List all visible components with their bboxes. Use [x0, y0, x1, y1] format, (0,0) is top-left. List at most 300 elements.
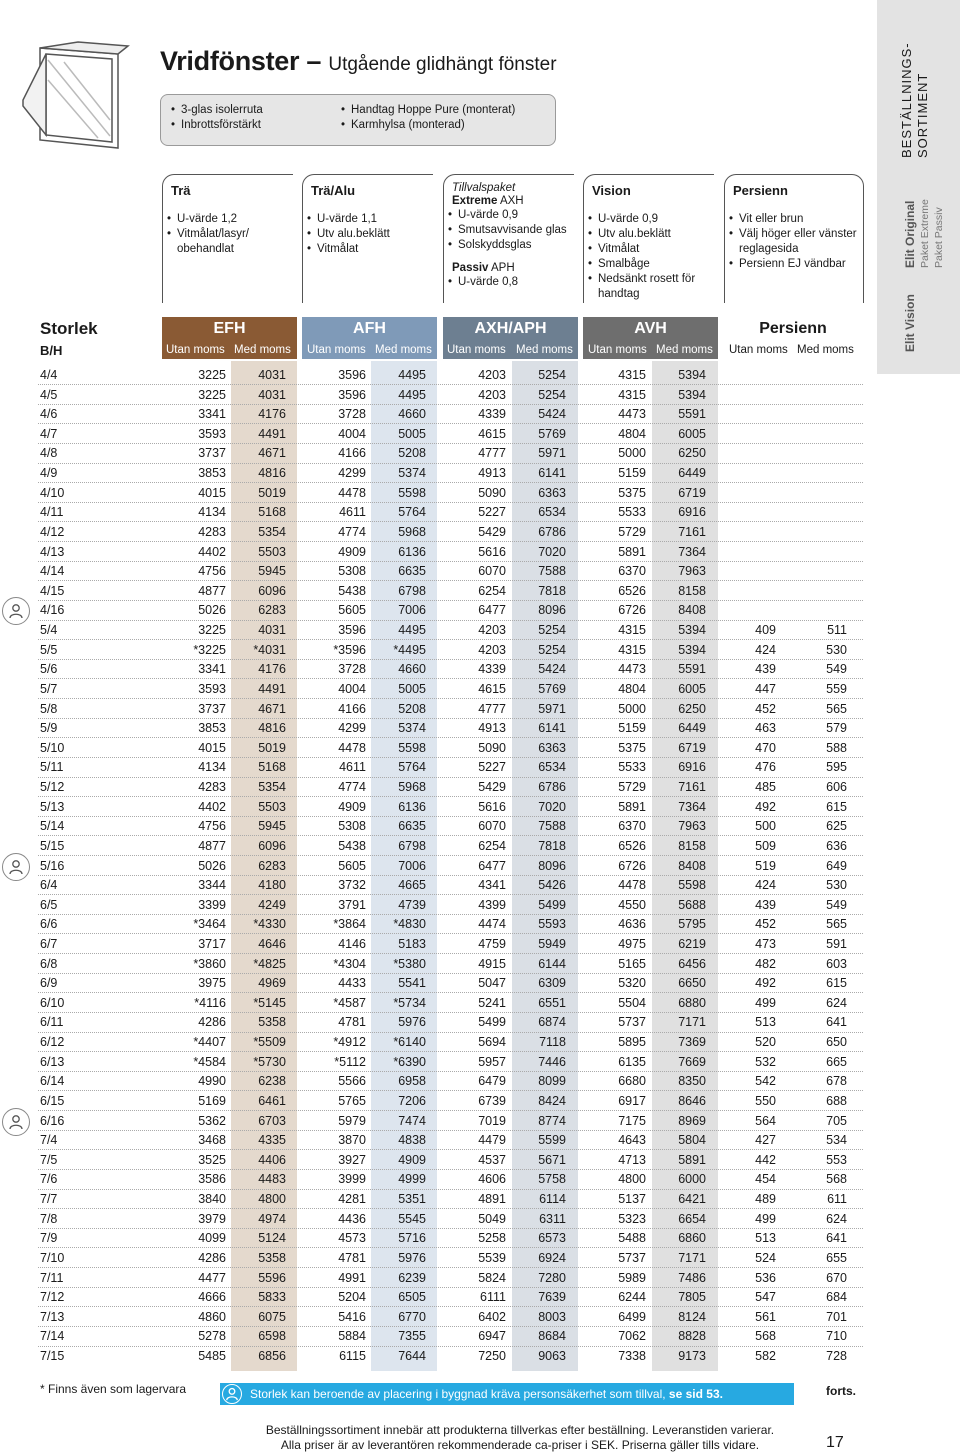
- size-cell: 6/14: [40, 1074, 65, 1089]
- price-cell: 5891: [618, 799, 646, 814]
- price-cell: 4299: [338, 721, 366, 736]
- price-cell: 4203: [478, 387, 506, 402]
- price-cell: 5764: [398, 505, 426, 520]
- table-row: [0, 1209, 880, 1229]
- sub-med: Med moms: [234, 344, 291, 356]
- price-cell: 5278: [198, 1329, 226, 1344]
- row-divider: [38, 384, 863, 385]
- price-cell: 4739: [398, 897, 426, 912]
- table-row: [0, 463, 880, 483]
- price-cell: *5734: [393, 995, 426, 1010]
- row-divider: [38, 659, 863, 660]
- size-cell: 7/14: [40, 1329, 65, 1344]
- price-cell: 6526: [618, 583, 646, 598]
- price-cell: 4402: [198, 799, 226, 814]
- price-cell: 5533: [618, 760, 646, 775]
- price-cell: 6096: [258, 838, 286, 853]
- price-cell: 476: [755, 760, 776, 775]
- price-cell: 5320: [618, 976, 646, 991]
- price-cell: 5716: [398, 1231, 426, 1246]
- price-cell: *6140: [393, 1035, 426, 1050]
- price-cell: 3593: [198, 426, 226, 441]
- row-divider: [38, 1169, 863, 1170]
- price-cell: 6141: [538, 721, 566, 736]
- price-cell: 4666: [198, 1290, 226, 1305]
- size-cell: 4/8: [40, 446, 58, 461]
- price-cell: 4283: [198, 524, 226, 539]
- table-row: [0, 895, 880, 915]
- table-row: [0, 1169, 880, 1189]
- price-cell: 4483: [258, 1172, 286, 1187]
- price-cell: 5159: [618, 466, 646, 481]
- price-cell: 4777: [478, 701, 506, 716]
- price-cell: 5503: [258, 544, 286, 559]
- features-box: [160, 94, 556, 146]
- price-cell: 3975: [198, 976, 226, 991]
- price-cell: 4999: [398, 1172, 426, 1187]
- desc-line: • Välj höger eller vänster: [729, 227, 863, 242]
- sub-utan: Utan moms: [729, 344, 788, 356]
- price-cell: 6924: [538, 1250, 566, 1265]
- price-cell: 4478: [338, 740, 366, 755]
- price-cell: 4671: [258, 701, 286, 716]
- price-cell: 5204: [338, 1290, 366, 1305]
- desc-line: • Solskyddsglas: [448, 238, 574, 253]
- price-cell: 7818: [538, 838, 566, 853]
- price-cell: 4099: [198, 1231, 226, 1246]
- price-cell: 5183: [398, 936, 426, 951]
- price-cell: 4479: [478, 1133, 506, 1148]
- size-cell: 7/15: [40, 1349, 65, 1363]
- size-cell: 7/7: [40, 1192, 58, 1207]
- price-cell: 530: [826, 642, 847, 657]
- price-cell: 9063: [538, 1349, 566, 1363]
- desc-line: obehandlat: [177, 243, 234, 255]
- table-row: [0, 659, 880, 679]
- price-cell: 8350: [678, 1074, 706, 1089]
- price-cell: 5503: [258, 799, 286, 814]
- price-cell: 485: [755, 780, 776, 795]
- price-cell: 5258: [478, 1231, 506, 1246]
- price-cell: 454: [755, 1172, 776, 1187]
- size-cell: 5/9: [40, 721, 58, 736]
- price-cell: 7355: [398, 1329, 426, 1344]
- price-cell: 615: [826, 799, 847, 814]
- price-cell: *3860: [193, 956, 226, 971]
- price-cell: 513: [755, 1015, 776, 1030]
- price-cell: 4756: [198, 819, 226, 834]
- table-row: [0, 816, 880, 836]
- table-row: [0, 1287, 880, 1307]
- desc-line: • U-värde 0,9: [588, 212, 714, 227]
- price-cell: 7118: [539, 1035, 566, 1050]
- price-cell: 5593: [538, 917, 566, 932]
- price-cell: 547: [755, 1290, 776, 1305]
- price-cell: 4015: [198, 485, 226, 500]
- column-desc-vision: [583, 174, 714, 303]
- price-cell: 7639: [538, 1290, 566, 1305]
- price-cell: *4587: [333, 995, 366, 1010]
- size-cell: 5/4: [40, 623, 58, 638]
- price-cell: 4031: [258, 387, 286, 402]
- price-cell: 6958: [398, 1074, 426, 1089]
- desc-line: • Vitmålat: [588, 242, 714, 257]
- price-cell: 3732: [338, 878, 366, 893]
- price-cell: 5254: [538, 623, 566, 638]
- table-row: [0, 757, 880, 777]
- price-cell: 492: [755, 799, 776, 814]
- column-desc-persienn: [724, 174, 864, 303]
- size-cell: 4/5: [40, 387, 58, 402]
- price-cell: 6461: [258, 1093, 286, 1108]
- size-cell: 7/9: [40, 1231, 58, 1246]
- price-cell: 6916: [678, 505, 706, 520]
- price-cell: 6363: [538, 485, 566, 500]
- price-cell: 6786: [538, 524, 566, 539]
- price-cell: 7006: [398, 603, 426, 618]
- price-cell: 6680: [618, 1074, 646, 1089]
- feature-item: • Handtag Hoppe Pure (monterat): [341, 103, 515, 118]
- row-divider: [38, 561, 863, 562]
- price-cell: 532: [755, 1054, 776, 1069]
- price-cell: 4203: [478, 368, 506, 382]
- row-divider: [38, 1346, 863, 1347]
- price-cell: 6798: [398, 838, 426, 853]
- price-cell: 3999: [338, 1172, 366, 1187]
- price-cell: 3596: [338, 623, 366, 638]
- price-cell: 5019: [258, 740, 286, 755]
- price-cell: 5026: [198, 603, 226, 618]
- price-cell: 561: [755, 1309, 776, 1324]
- row-divider: [38, 541, 863, 542]
- price-cell: 452: [755, 917, 776, 932]
- price-cell: 5989: [618, 1270, 646, 1285]
- price-cell: 5616: [478, 799, 506, 814]
- price-cell: 684: [826, 1290, 847, 1305]
- price-cell: 452: [755, 701, 776, 716]
- price-cell: *3864: [333, 917, 366, 932]
- price-cell: 5566: [338, 1074, 366, 1089]
- row-divider: [38, 1287, 863, 1288]
- size-cell: 6/8: [40, 956, 58, 971]
- price-cell: 5884: [338, 1329, 366, 1344]
- price-cell: 5308: [338, 819, 366, 834]
- row-divider: [38, 757, 863, 758]
- table-row: [0, 875, 880, 895]
- price-cell: 4777: [478, 446, 506, 461]
- price-cell: 5358: [258, 1015, 286, 1030]
- price-cell: 5769: [538, 426, 566, 441]
- price-cell: 5545: [398, 1211, 426, 1226]
- price-cell: 5090: [478, 485, 506, 500]
- desc-line: • Smalbåge: [588, 257, 714, 272]
- row-divider: [38, 698, 863, 699]
- price-cell: 5599: [538, 1133, 566, 1148]
- price-cell: 6005: [678, 681, 706, 696]
- price-cell: 5254: [538, 642, 566, 657]
- price-cell: 7364: [678, 544, 706, 559]
- price-cell: 6239: [398, 1270, 426, 1285]
- price-cell: 4606: [478, 1172, 506, 1187]
- price-cell: 8003: [538, 1309, 566, 1324]
- row-divider: [38, 1267, 863, 1268]
- price-cell: 6370: [618, 819, 646, 834]
- desc-line: • Persienn EJ vändbar: [729, 257, 863, 272]
- size-cell: 7/12: [40, 1290, 65, 1305]
- price-cell: 665: [826, 1054, 847, 1069]
- row-divider: [38, 875, 863, 876]
- table-row: [0, 973, 880, 993]
- person-safety-icon: [222, 1384, 242, 1404]
- price-cell: 5416: [338, 1309, 366, 1324]
- price-cell: 424: [755, 878, 776, 893]
- price-cell: 499: [755, 995, 776, 1010]
- price-cell: *4116: [194, 995, 226, 1010]
- price-cell: 4299: [338, 466, 366, 481]
- price-cell: 688: [826, 1093, 847, 1108]
- price-cell: 5308: [338, 564, 366, 579]
- price-cell: 6238: [258, 1074, 286, 1089]
- price-cell: 3979: [198, 1211, 226, 1226]
- features-left: [171, 103, 263, 133]
- price-cell: 6719: [678, 485, 706, 500]
- price-cell: 6456: [678, 956, 706, 971]
- size-cell: 4/7: [40, 426, 58, 441]
- price-cell: 7588: [538, 564, 566, 579]
- desc-line: • Utv alu.beklätt: [588, 227, 714, 242]
- price-cell: 6526: [618, 838, 646, 853]
- price-cell: 7280: [538, 1270, 566, 1285]
- price-cell: 7175: [618, 1113, 646, 1128]
- price-cell: 520: [755, 1035, 776, 1050]
- price-cell: 530: [826, 878, 847, 893]
- sub-med: Med moms: [656, 344, 713, 356]
- price-cell: 534: [826, 1133, 847, 1148]
- price-cell: 4573: [338, 1231, 366, 1246]
- price-cell: 5047: [478, 976, 506, 991]
- tillval-title: Extreme: [452, 195, 498, 207]
- person-safety-icon: [2, 853, 30, 881]
- price-cell: 439: [755, 897, 776, 912]
- price-cell: 6449: [678, 721, 706, 736]
- price-cell: 6421: [678, 1192, 706, 1207]
- desc-line: • Vitmålat/lasyr/: [167, 227, 293, 242]
- price-cell: 6719: [678, 740, 706, 755]
- column-title: Trä: [171, 183, 191, 198]
- price-cell: 5945: [258, 819, 286, 834]
- price-cell: 5124: [258, 1231, 286, 1246]
- price-cell: 7963: [678, 564, 706, 579]
- tillval-title-rest: AXH: [497, 195, 524, 207]
- price-cell: 524: [755, 1250, 776, 1265]
- price-cell: 6916: [678, 760, 706, 775]
- price-cell: 4974: [258, 1211, 286, 1226]
- lager-note: * Finns även som lagervara: [40, 1382, 187, 1396]
- price-cell: 565: [826, 701, 847, 716]
- row-divider: [38, 894, 863, 895]
- price-cell: 4031: [258, 368, 286, 382]
- price-cell: 499: [755, 1211, 776, 1226]
- price-cell: 4341: [478, 878, 506, 893]
- price-cell: 4281: [338, 1192, 366, 1207]
- price-cell: 6309: [538, 976, 566, 991]
- price-cell: 6947: [478, 1329, 506, 1344]
- price-cell: 6534: [538, 760, 566, 775]
- table-row: [0, 1268, 880, 1288]
- price-cell: 5605: [338, 603, 366, 618]
- price-cell: 7669: [678, 1054, 706, 1069]
- price-cell: *4031: [253, 642, 286, 657]
- price-cell: 8096: [538, 603, 566, 618]
- price-cell: 4166: [338, 701, 366, 716]
- size-cell: 5/16: [40, 858, 65, 873]
- price-cell: 5488: [618, 1231, 646, 1246]
- price-cell: 6726: [618, 858, 646, 873]
- price-cell: 3791: [338, 897, 366, 912]
- price-cell: 4335: [258, 1133, 286, 1148]
- price-cell: 8774: [538, 1113, 566, 1128]
- price-cell: 4800: [258, 1192, 286, 1207]
- column-desc-traalu: [302, 174, 433, 303]
- price-cell: *3225: [193, 642, 226, 657]
- desc-line: • Utv alu.beklätt: [307, 227, 433, 242]
- size-cell: 5/10: [40, 740, 65, 755]
- price-cell: 7446: [538, 1054, 566, 1069]
- table-row: [0, 502, 880, 522]
- price-cell: 6798: [398, 583, 426, 598]
- price-cell: 6111: [480, 1290, 506, 1305]
- price-cell: 678: [826, 1074, 847, 1089]
- price-cell: 624: [826, 1211, 847, 1226]
- row-divider: [38, 933, 863, 934]
- price-cell: 564: [755, 1113, 776, 1128]
- size-cell: 6/5: [40, 897, 58, 912]
- price-cell: 636: [826, 838, 847, 853]
- passiv-title-rest: APH: [488, 262, 515, 274]
- size-cell: 5/5: [40, 642, 58, 657]
- size-cell: 4/11: [40, 505, 64, 520]
- price-cell: 5694: [478, 1035, 506, 1050]
- price-cell: 5598: [398, 485, 426, 500]
- size-cell: 5/11: [40, 760, 64, 775]
- price-cell: 4473: [618, 407, 646, 422]
- price-cell: 649: [826, 858, 847, 873]
- price-cell: 5979: [338, 1113, 366, 1128]
- price-cell: 4491: [258, 426, 286, 441]
- price-cell: 4406: [258, 1152, 286, 1167]
- table-row: [0, 934, 880, 954]
- row-divider: [38, 835, 863, 836]
- desc-line: • Nedsänkt rosett för: [588, 272, 714, 287]
- price-cell: 6917: [618, 1093, 646, 1108]
- price-cell: 5616: [478, 544, 506, 559]
- table-row: [0, 600, 880, 620]
- price-cell: 5499: [478, 1015, 506, 1030]
- price-cell: 5591: [678, 662, 706, 677]
- price-cell: 4286: [198, 1250, 226, 1265]
- price-cell: 4176: [258, 407, 286, 422]
- price-cell: 579: [826, 721, 847, 736]
- price-cell: 6244: [618, 1290, 646, 1305]
- price-cell: 4402: [198, 544, 226, 559]
- column-title: Trä/Alu: [311, 183, 356, 198]
- price-cell: 6141: [538, 466, 566, 481]
- notice-link[interactable]: se sid 53.: [668, 1387, 723, 1401]
- price-cell: 6860: [678, 1231, 706, 1246]
- table-row: [0, 836, 880, 856]
- price-cell: 6370: [618, 564, 646, 579]
- bh-label: B/H: [40, 343, 63, 358]
- price-cell: 5891: [618, 544, 646, 559]
- table-row: [0, 1071, 880, 1091]
- price-cell: 7206: [398, 1093, 426, 1108]
- table-row: [0, 738, 880, 758]
- price-cell: 5533: [618, 505, 646, 520]
- row-divider: [38, 639, 863, 640]
- price-cell: 4315: [618, 623, 646, 638]
- size-cell: 7/5: [40, 1152, 58, 1167]
- price-cell: 5354: [258, 524, 286, 539]
- price-cell: 549: [826, 662, 847, 677]
- price-cell: 5729: [618, 524, 646, 539]
- price-cell: 424: [755, 642, 776, 657]
- price-cell: 5598: [678, 878, 706, 893]
- price-cell: 5394: [678, 368, 706, 382]
- price-cell: 4615: [478, 681, 506, 696]
- row-divider: [38, 404, 863, 405]
- price-cell: 5208: [398, 701, 426, 716]
- row-divider: [38, 718, 863, 719]
- footer-line-1: Beställningssortiment innebär att produkterna tillverkas efter beställning. Leveranstiden varierar.: [265, 1423, 775, 1437]
- size-cell: 4/4: [40, 368, 58, 382]
- price-cell: 5541: [398, 976, 426, 991]
- size-cell: 6/13: [40, 1054, 65, 1069]
- size-cell: 4/14: [40, 564, 65, 579]
- price-cell: 3717: [198, 936, 226, 951]
- price-cell: 8408: [678, 858, 706, 873]
- price-cell: 5000: [618, 446, 646, 461]
- price-cell: *5145: [253, 995, 286, 1010]
- size-cell: 6/12: [40, 1035, 65, 1050]
- price-cell: 4774: [338, 780, 366, 795]
- price-cell: 9173: [678, 1349, 706, 1363]
- price-cell: 7020: [538, 544, 566, 559]
- price-cell: 5241: [478, 995, 506, 1010]
- price-cell: 7486: [678, 1270, 706, 1285]
- price-cell: 7020: [538, 799, 566, 814]
- price-cell: 4990: [198, 1074, 226, 1089]
- price-cell: 4909: [398, 1152, 426, 1167]
- price-cell: 7171: [678, 1015, 706, 1030]
- price-cell: 3737: [198, 446, 226, 461]
- row-divider: [38, 953, 863, 954]
- price-cell: 6250: [678, 446, 706, 461]
- price-cell: 6000: [678, 1172, 706, 1187]
- price-cell: 7364: [678, 799, 706, 814]
- price-cell: 4180: [258, 878, 286, 893]
- price-cell: 6283: [258, 603, 286, 618]
- size-cell: 4/10: [40, 485, 65, 500]
- table-row: [0, 1189, 880, 1209]
- price-cell: 3596: [338, 368, 366, 382]
- price-cell: 4031: [258, 623, 286, 638]
- price-cell: 3737: [198, 701, 226, 716]
- price-cell: 6144: [538, 956, 566, 971]
- price-cell: 6786: [538, 780, 566, 795]
- price-cell: 4146: [338, 936, 366, 951]
- size-cell: 6/9: [40, 976, 58, 991]
- price-cell: 4474: [478, 917, 506, 932]
